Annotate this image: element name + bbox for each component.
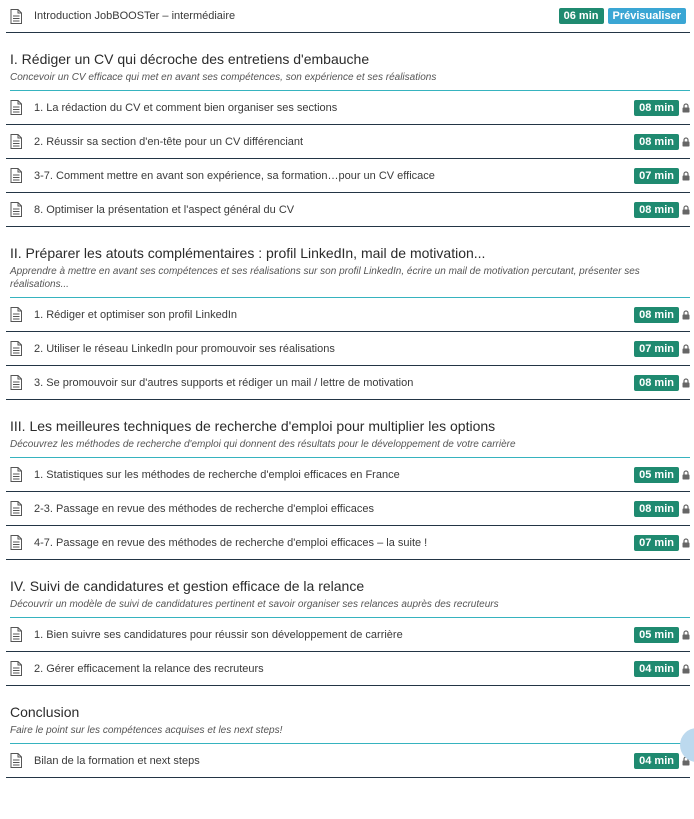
course-section (6, 33, 690, 227)
lock-icon (682, 470, 690, 480)
document-icon (10, 202, 22, 217)
lesson-title: Introduction JobBOOSTer – intermédiaire (34, 10, 236, 22)
duration-badge: 08 min (634, 100, 679, 116)
document-icon (10, 627, 22, 642)
lock-icon (682, 205, 690, 215)
lesson-title: 2. Utiliser le réseau LinkedIn pour promouvoir ses réalisations (34, 342, 335, 355)
lock-icon (682, 310, 690, 320)
lock-icon (682, 538, 690, 548)
document-icon (10, 753, 22, 768)
preview-button[interactable]: Prévisualiser (608, 8, 687, 24)
lesson-row[interactable] (6, 91, 690, 125)
duration-badge: 07 min (634, 535, 679, 551)
lesson-row[interactable] (6, 159, 690, 193)
lesson-row[interactable] (6, 526, 690, 560)
lesson-row[interactable] (6, 332, 690, 366)
section-description: Faire le point sur les compétences acquises et les next steps! (10, 724, 690, 744)
lesson-title: 2-3. Passage en revue des méthodes de recherche d'emploi efficaces (34, 502, 375, 515)
section-description: Concevoir un CV efficace qui met en avant ses compétences, son expérience et ses réalisations (10, 71, 690, 91)
course-section (6, 560, 690, 686)
lesson-title: 1. Statistiques sur les méthodes de recherche d'emploi efficaces en France (34, 468, 400, 481)
lesson-title: 1. La rédaction du CV et comment bien organiser ses sections (34, 101, 338, 114)
duration-badge: 04 min (634, 661, 679, 677)
lesson-row[interactable] (6, 744, 690, 778)
lesson-row[interactable] (6, 298, 690, 332)
document-icon (10, 341, 22, 356)
duration-badge: 05 min (634, 627, 679, 643)
section-title: II. Préparer les atouts complémentaires : profil LinkedIn, mail de motivation... (10, 245, 486, 261)
sections-container (6, 33, 690, 778)
section-description: Découvrir un modèle de suivi de candidatures pertinent et savoir organiser ses relances auprès des recruteurs (10, 598, 690, 618)
section-title: I. Rédiger un CV qui décroche des entretiens d'embauche (10, 51, 370, 67)
lesson-row[interactable] (6, 652, 690, 686)
section-title: III. Les meilleures techniques de recherche d'emploi pour multiplier les options (10, 418, 496, 434)
lesson-title: 8. Optimiser la présentation et l'aspect général du CV (34, 203, 295, 216)
lesson-row[interactable] (6, 458, 690, 492)
lock-icon (682, 137, 690, 147)
duration-badge: 08 min (634, 501, 679, 517)
document-icon (10, 375, 22, 390)
duration-badge: 08 min (634, 202, 679, 218)
lesson-title: 1. Rédiger et optimiser son profil LinkedIn (34, 308, 237, 321)
document-icon (10, 661, 22, 676)
lesson-title: 3-7. Comment mettre en avant son expérience, sa formation…pour un CV efficace (34, 169, 435, 182)
lesson-title: 3. Se promouvoir sur d'autres supports et rédiger un mail / lettre de motivation (34, 376, 414, 389)
course-section (6, 686, 690, 778)
lesson-title: Bilan de la formation et next steps (34, 754, 200, 767)
lock-icon (682, 344, 690, 354)
section-title: Conclusion (10, 704, 80, 720)
document-icon (10, 168, 22, 183)
section-description: Découvrez les méthodes de recherche d'emploi qui donnent des résultats pour le développement de votre carrière (10, 438, 690, 458)
lock-icon (682, 630, 690, 640)
lesson-title: 1. Bien suivre ses candidatures pour réussir son développement de carrière (34, 628, 403, 641)
duration-badge: 07 min (634, 168, 679, 184)
lock-icon (682, 378, 690, 388)
duration-badge: 06 min (559, 8, 604, 24)
lesson-row[interactable] (6, 618, 690, 652)
lesson-title: 2. Réussir sa section d'en-tête pour un CV différenciant (34, 135, 304, 148)
lock-icon (682, 171, 690, 181)
document-icon (10, 467, 22, 482)
section-title: IV. Suivi de candidatures et gestion efficace de la relance (10, 578, 365, 594)
lock-icon (682, 504, 690, 514)
course-section (6, 400, 690, 560)
lesson-row[interactable] (6, 193, 690, 227)
document-icon (10, 100, 22, 115)
document-icon (10, 501, 22, 516)
duration-badge: 08 min (634, 307, 679, 323)
lesson-title: 4-7. Passage en revue des méthodes de recherche d'emploi efficaces – la suite ! (34, 536, 428, 549)
duration-badge: 05 min (634, 467, 679, 483)
section-description: Apprendre à mettre en avant ses compétences et ses réalisations sur son profil LinkedIn, écrire un mail de motivation percutant, présenter ses réalisations... (10, 265, 690, 298)
course-section (6, 227, 690, 400)
lock-icon (682, 103, 690, 113)
lesson-row[interactable] (6, 125, 690, 159)
duration-badge: 07 min (634, 341, 679, 357)
document-icon (10, 307, 22, 322)
document-icon (10, 134, 22, 149)
course-curriculum (6, 0, 690, 778)
lesson-row[interactable] (6, 366, 690, 400)
document-icon (10, 9, 22, 24)
duration-badge: 08 min (634, 375, 679, 391)
lesson-row[interactable] (6, 492, 690, 526)
duration-badge: 08 min (634, 134, 679, 150)
document-icon (10, 535, 22, 550)
intro-lesson-row[interactable] (6, 0, 690, 33)
lock-icon (682, 664, 690, 674)
duration-badge: 04 min (634, 753, 679, 769)
lesson-title: 2. Gérer efficacement la relance des recruteurs (34, 662, 264, 675)
